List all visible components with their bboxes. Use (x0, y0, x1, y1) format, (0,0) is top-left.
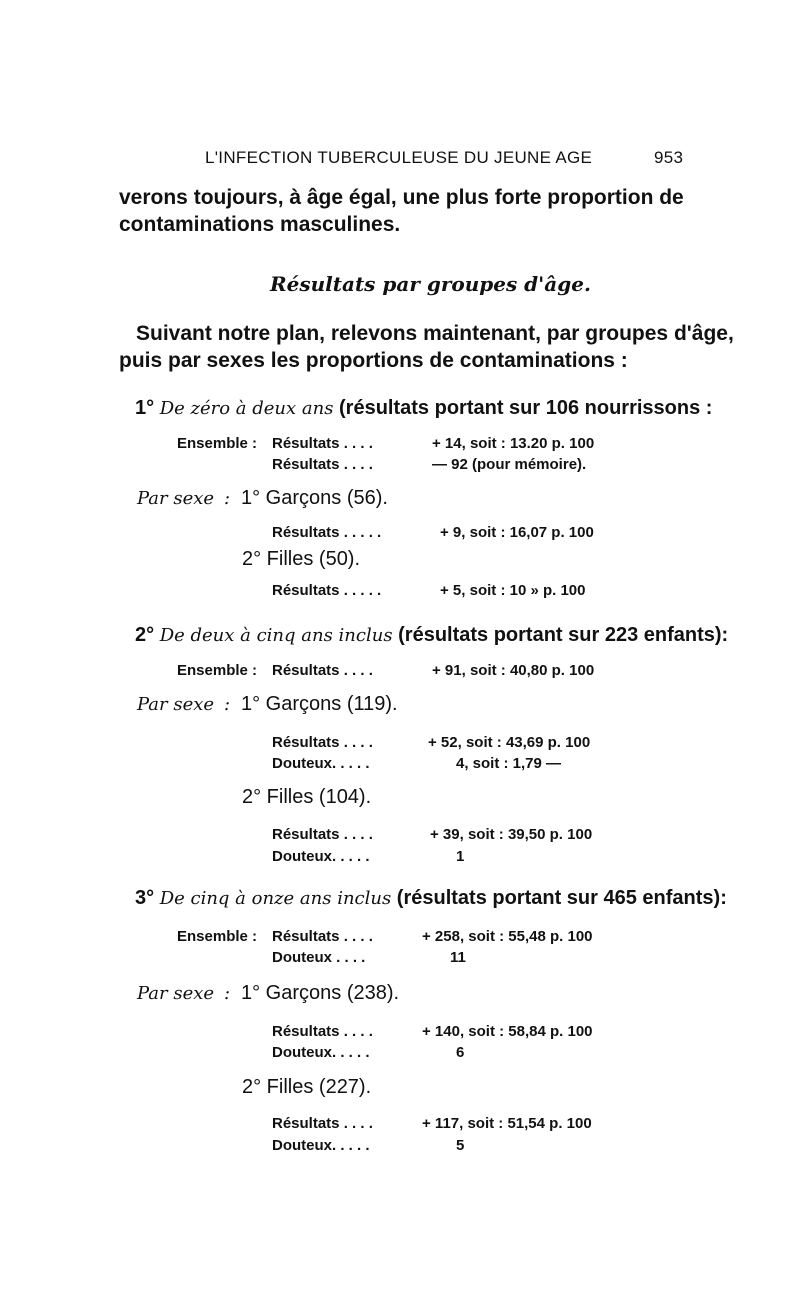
doubtful-label: Douteux . . . . (272, 949, 366, 966)
girls-group-label: 2° Filles (227). (242, 1076, 372, 1098)
doubtful-label: Douteux. . . . . (272, 755, 370, 772)
result-value: + 52, soit : 43,69 p. 100 (428, 734, 591, 751)
doubtful-label: Douteux. . . . . (272, 1137, 370, 1154)
doubtful-value: 6 (456, 1044, 465, 1061)
doubtful-value: 5 (456, 1137, 465, 1154)
section-2-number: 2° (135, 624, 155, 646)
result-label: Résultats . . . . (272, 662, 373, 679)
result-label: Résultats . . . . (272, 456, 373, 473)
result-label: Résultats . . . . (272, 928, 373, 945)
section-1-number: 1° (135, 397, 155, 419)
doubtful-label: Douteux. . . . . (272, 1044, 370, 1061)
section-1-heading (135, 397, 712, 420)
running-title: L'INFECTION TUBERCULEUSE DU JEUNE AGE (205, 148, 593, 167)
result-value: + 14, soit : 13.20 p. 100 (432, 435, 595, 452)
girls-group-label: 2° Filles (104). (242, 786, 372, 808)
page-number: 953 (654, 148, 684, 167)
result-label: Résultats . . . . (272, 734, 373, 751)
result-label: Résultats . . . . . (272, 582, 382, 599)
intro-line-1: verons toujours, à âge égal, une plus forte proportion de (119, 186, 684, 209)
result-label: Résultats . . . . (272, 1115, 373, 1132)
section-subtitle: Résultats par groupes d'âge. (270, 272, 591, 296)
result-label: Résultats . . . . (272, 826, 373, 843)
plan-line-1: Suivant notre plan, relevons maintenant, par groupes d'âge, (136, 322, 734, 345)
colon: : (224, 983, 231, 1004)
ensemble-label: Ensemble : (177, 435, 258, 452)
boys-group-label: 1° Garçons (119). (241, 693, 398, 715)
intro-line-2: contaminations masculines. (119, 213, 401, 236)
ensemble-label: Ensemble : (177, 662, 258, 679)
result-value: + 258, soit : 55,48 p. 100 (422, 928, 593, 945)
section-3-age-range: De cinq à onze ans inclus (159, 888, 392, 909)
result-value: + 39, soit : 39,50 p. 100 (430, 826, 593, 843)
doubtful-label: Douteux. . . . . (272, 848, 370, 865)
par-sexe-label: Par sexe (137, 488, 215, 509)
result-value: + 9, soit : 16,07 p. 100 (440, 524, 594, 541)
result-value: — 92 (pour mémoire). (432, 456, 587, 473)
section-2-age-range: De deux à cinq ans inclus (159, 625, 393, 646)
section-3-number: 3° (135, 887, 155, 909)
plan-line-2: puis par sexes les proportions de contaminations : (119, 349, 628, 372)
boys-group-label: 1° Garçons (56). (241, 487, 388, 509)
result-label: Résultats . . . . (272, 435, 373, 452)
section-2-heading (135, 624, 728, 647)
doubtful-value: 4, soit : 1,79 — (456, 755, 562, 772)
section-3-description: (résultats portant sur 465 enfants): (396, 887, 727, 909)
ensemble-label: Ensemble : (177, 928, 258, 945)
par-sexe-label: Par sexe (137, 694, 215, 715)
section-2-description: (résultats portant sur 223 enfants): (398, 624, 729, 646)
colon: : (224, 694, 231, 715)
section-1-description: (résultats portant sur 106 nourrissons : (339, 397, 713, 419)
result-label: Résultats . . . . . (272, 524, 382, 541)
result-value: + 91, soit : 40,80 p. 100 (432, 662, 595, 679)
result-label: Résultats . . . . (272, 1023, 373, 1040)
result-value: + 5, soit : 10 » p. 100 (440, 582, 586, 599)
section-3-heading (135, 887, 727, 910)
result-value: + 140, soit : 58,84 p. 100 (422, 1023, 593, 1040)
boys-group-label: 1° Garçons (238). (241, 982, 400, 1004)
result-value: + 117, soit : 51,54 p. 100 (422, 1115, 592, 1132)
colon: : (224, 488, 231, 509)
girls-group-label: 2° Filles (50). (242, 548, 361, 570)
doubtful-value: 11 (450, 949, 466, 966)
doubtful-value: 1 (456, 848, 465, 865)
section-1-age-range: De zéro à deux ans (159, 398, 334, 419)
par-sexe-label: Par sexe (137, 983, 215, 1004)
